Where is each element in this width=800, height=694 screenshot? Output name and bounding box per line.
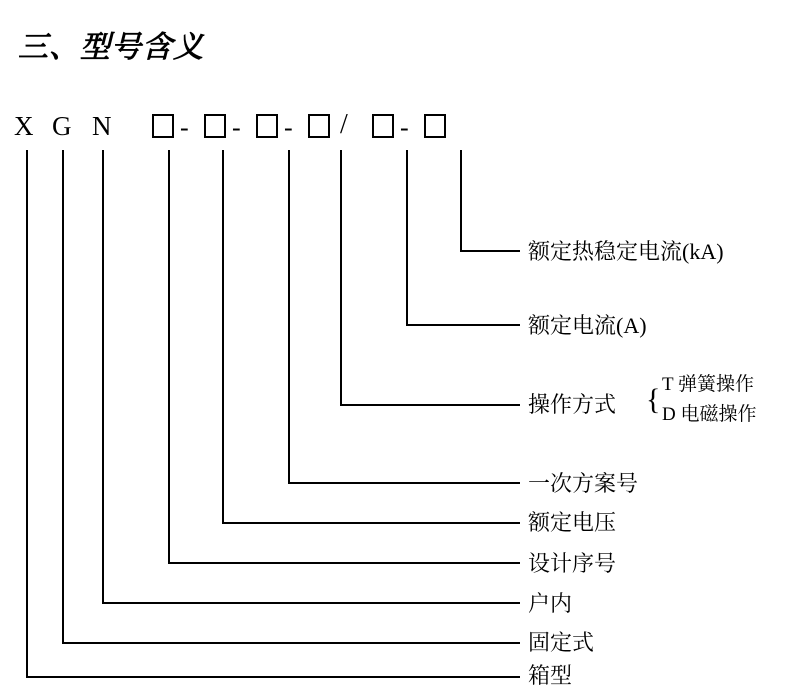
code-separator-slash: / bbox=[340, 109, 348, 140]
callout-label-indoor: 户内 bbox=[528, 591, 573, 616]
code-box-6 bbox=[424, 114, 446, 138]
leader-vertical-4 bbox=[288, 150, 290, 484]
leader-horizontal-2 bbox=[406, 324, 520, 326]
code-box-2 bbox=[204, 114, 226, 138]
code-letter-x: X bbox=[14, 111, 34, 141]
code-box-1 bbox=[152, 114, 174, 138]
code-box-5 bbox=[372, 114, 394, 138]
leader-horizontal-1 bbox=[460, 250, 520, 252]
leader-vertical-8 bbox=[62, 150, 64, 644]
leader-vertical-1 bbox=[460, 150, 462, 252]
code-box-4 bbox=[308, 114, 330, 138]
operation-mode-spring: T 弹簧操作 bbox=[662, 374, 755, 395]
callout-label-rated-current: 额定电流(A) bbox=[528, 313, 647, 338]
leader-horizontal-7 bbox=[102, 602, 520, 604]
callout-label-operation-mode: 操作方式 bbox=[528, 392, 617, 417]
callout-label-rated-thermal-current: 额定热稳定电流(kA) bbox=[528, 239, 724, 264]
leader-vertical-3 bbox=[340, 150, 342, 406]
operation-brace: { bbox=[646, 383, 661, 416]
code-letter-g: G bbox=[52, 111, 72, 141]
leader-vertical-9 bbox=[26, 150, 28, 678]
code-separator-2: - bbox=[232, 113, 241, 142]
leader-horizontal-9 bbox=[26, 676, 520, 678]
code-box-3 bbox=[256, 114, 278, 138]
code-separator-1: - bbox=[180, 113, 189, 142]
callout-label-box-type: 箱型 bbox=[528, 663, 573, 688]
leader-horizontal-6 bbox=[168, 562, 520, 564]
leader-vertical-7 bbox=[102, 150, 104, 604]
leader-vertical-2 bbox=[406, 150, 408, 326]
leader-horizontal-4 bbox=[288, 482, 520, 484]
leader-vertical-6 bbox=[168, 150, 170, 564]
callout-label-design-serial-no: 设计序号 bbox=[528, 551, 617, 576]
callout-label-primary-scheme-no: 一次方案号 bbox=[528, 471, 639, 496]
operation-mode-electromagnetic: D 电磁操作 bbox=[662, 404, 757, 425]
page-title: 三、型号含义 bbox=[18, 31, 204, 64]
code-letter-n: N bbox=[92, 111, 112, 141]
leader-horizontal-3 bbox=[340, 404, 520, 406]
leader-horizontal-5 bbox=[222, 522, 520, 524]
callout-label-rated-voltage: 额定电压 bbox=[528, 510, 617, 535]
code-separator-4: - bbox=[400, 113, 409, 142]
code-separator-3: - bbox=[284, 113, 293, 142]
leader-horizontal-8 bbox=[62, 642, 520, 644]
leader-vertical-5 bbox=[222, 150, 224, 524]
callout-label-fixed-type: 固定式 bbox=[528, 630, 595, 655]
